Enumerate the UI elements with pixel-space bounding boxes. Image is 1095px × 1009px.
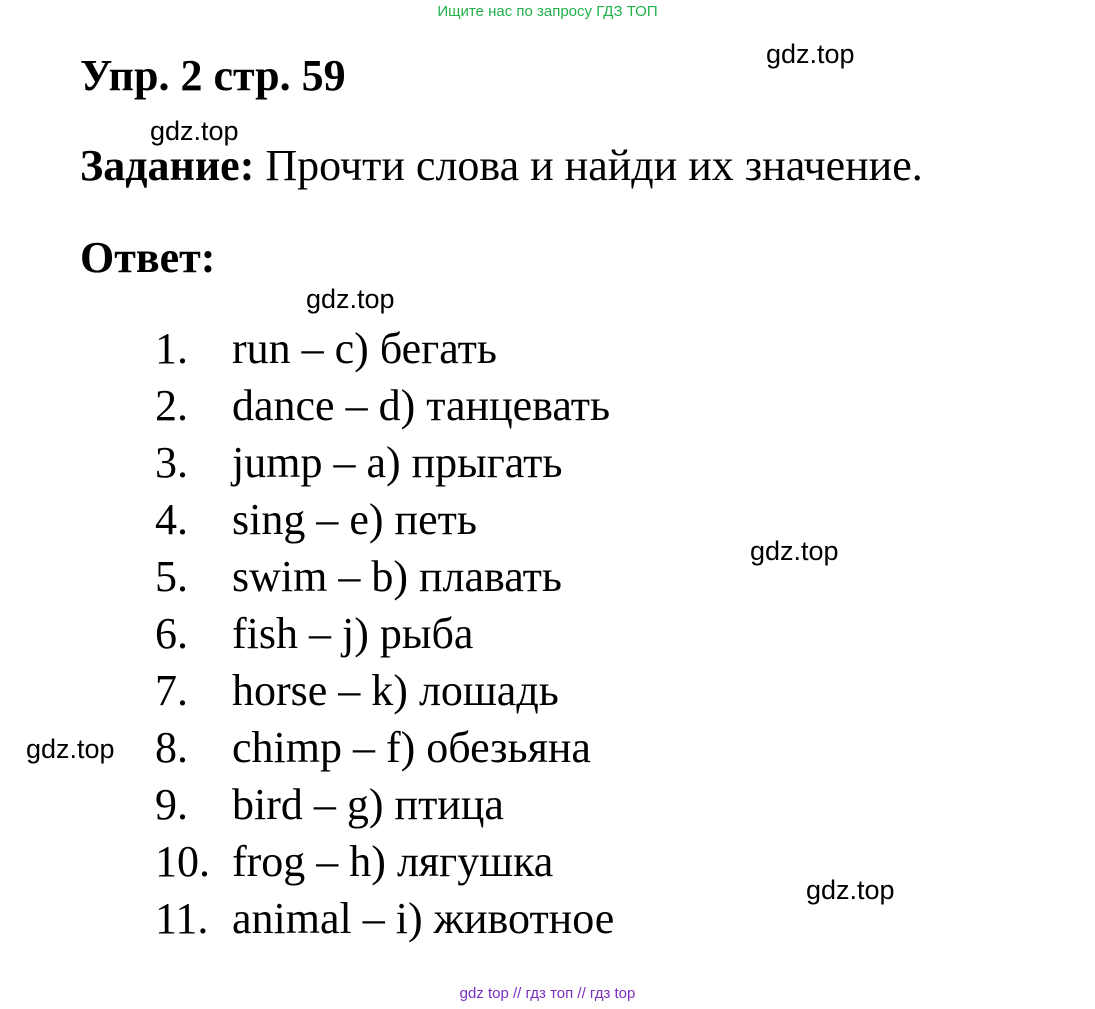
watermark: gdz.top bbox=[150, 116, 239, 146]
answer-item bbox=[155, 548, 614, 605]
answer-text: sing – e) петь bbox=[232, 495, 477, 544]
watermark: gdz.top bbox=[750, 536, 839, 566]
answer-item bbox=[155, 377, 614, 434]
answer-text: swim – b) плавать bbox=[232, 552, 562, 601]
answer-number: 4. bbox=[155, 495, 188, 544]
answer-number: 6. bbox=[155, 609, 188, 658]
answer-number: 3. bbox=[155, 438, 188, 487]
answer-item bbox=[155, 491, 614, 548]
answer-number: 7. bbox=[155, 666, 188, 715]
task-text: Прочти слова и найди их значение. bbox=[254, 141, 923, 190]
answer-text: dance – d) танцевать bbox=[232, 381, 611, 430]
answer-number: 11. bbox=[155, 894, 209, 943]
top-banner[interactable]: Ищите нас по запросу ГДЗ ТОП bbox=[437, 3, 658, 20]
answer-label: Ответ: bbox=[80, 233, 216, 282]
answer-item bbox=[155, 833, 614, 890]
answer-number: 5. bbox=[155, 552, 188, 601]
answer-text: animal – i) животное bbox=[232, 894, 615, 943]
answer-text: fish – j) рыба bbox=[232, 609, 474, 658]
task-label: Задание: bbox=[80, 141, 255, 190]
exercise-title: Упр. 2 стр. 59 bbox=[80, 51, 346, 100]
answer-text: horse – k) лошадь bbox=[232, 666, 559, 715]
watermark: gdz.top bbox=[306, 284, 395, 314]
answer-item bbox=[155, 719, 614, 776]
answer-number: 1. bbox=[155, 324, 188, 373]
answer-text: chimp – f) обезьяна bbox=[232, 723, 591, 772]
answer-item bbox=[155, 434, 614, 491]
answer-number: 2. bbox=[155, 381, 188, 430]
answer-number: 9. bbox=[155, 780, 188, 829]
answer-number: 8. bbox=[155, 723, 188, 772]
answer-item bbox=[155, 605, 614, 662]
answer-number: 10. bbox=[155, 837, 210, 886]
answer-item bbox=[155, 890, 614, 947]
watermark: gdz.top bbox=[766, 39, 855, 69]
answer-text: run – c) бегать bbox=[232, 324, 497, 373]
answer-item bbox=[155, 320, 614, 377]
footer-links[interactable]: gdz top // гдз топ // гдз top bbox=[459, 985, 636, 1002]
answer-item bbox=[155, 662, 614, 719]
answer-text: bird – g) птица bbox=[232, 780, 504, 829]
answer-item bbox=[155, 776, 614, 833]
watermark: gdz.top bbox=[806, 875, 895, 905]
watermark: gdz.top bbox=[26, 734, 115, 764]
answer-list bbox=[155, 320, 614, 947]
answer-text: frog – h) лягушка bbox=[232, 837, 554, 886]
answer-text: jump – a) прыгать bbox=[232, 438, 563, 487]
